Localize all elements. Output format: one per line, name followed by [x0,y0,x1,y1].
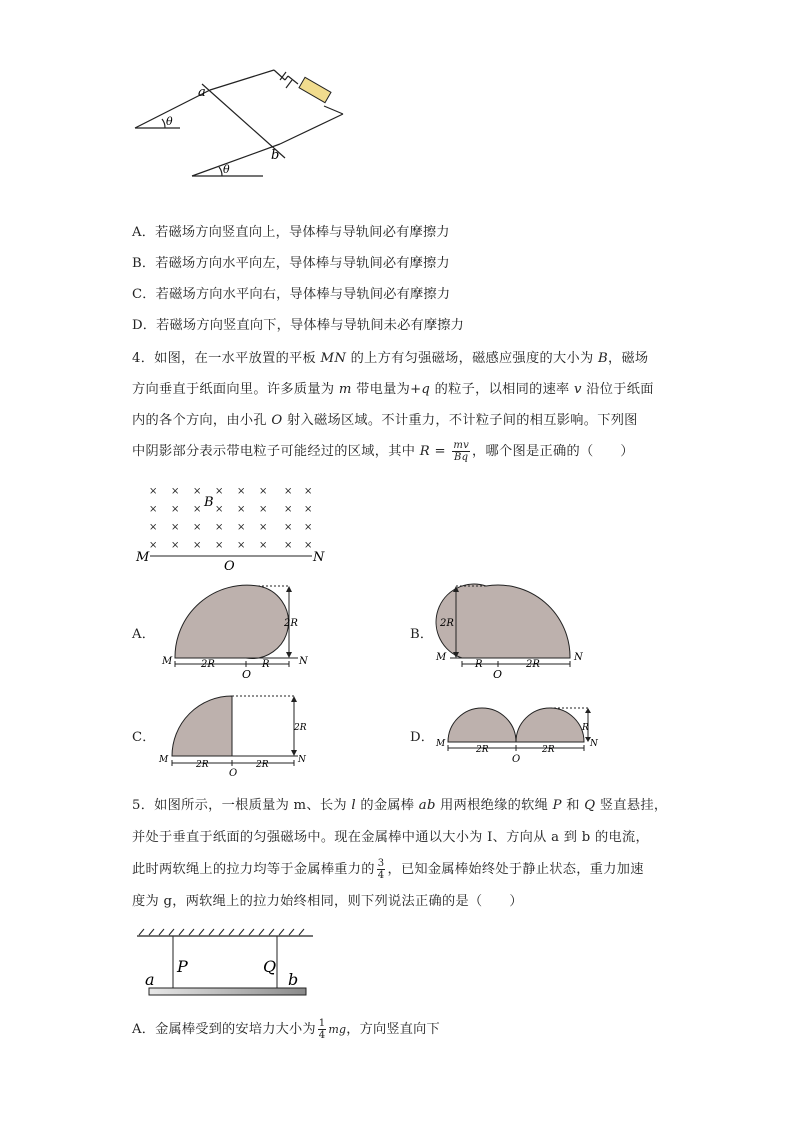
svg-text:×: × [304,522,313,533]
option-d-figure [430,700,600,770]
svg-text:×: × [215,540,224,551]
q4-option-d-letter: D． [410,730,435,745]
svg-text:N: N [299,656,308,667]
svg-text:R: R [475,659,483,670]
svg-text:×: × [149,540,158,551]
svg-text:×: × [284,522,293,533]
svg-text:×: × [149,486,158,497]
svg-text:×: × [215,522,224,533]
svg-text:2R: 2R [440,618,454,629]
label-N: N [313,550,325,565]
svg-text:M: M [436,652,447,663]
svg-text:O: O [493,668,503,680]
q4-option-a-letter: A． [132,627,156,642]
label-M: M [136,550,150,565]
svg-text:N: N [298,755,306,765]
label-a: a [198,85,206,100]
q3-option-d: D．若磁场方向竖直向下，导体棒与导轨间未必有摩擦力 [132,318,465,333]
svg-text:×: × [284,540,293,551]
label-Q: Q [263,957,277,976]
svg-text:2R: 2R [196,760,209,770]
svg-text:O: O [229,768,238,779]
svg-text:R: R [582,723,589,733]
svg-text:2R: 2R [476,745,489,755]
q3-option-a: A．若磁场方向竖直向上，导体棒与导轨间必有摩擦力 [132,225,450,240]
q4-option-c-letter: C． [132,730,156,745]
svg-text:×: × [215,504,224,515]
label-a: a [145,970,155,989]
q4-option-b-letter: B． [410,627,434,642]
svg-text:×: × [259,504,268,515]
label-theta-1: θ [166,115,173,128]
svg-text:N: N [574,652,583,663]
svg-text:2R: 2R [201,659,215,670]
svg-text:×: × [284,486,293,497]
svg-text:×: × [193,540,202,551]
hanging-rod-figure [135,928,315,998]
svg-text:N: N [590,739,598,749]
svg-text:×: × [237,522,246,533]
svg-text:×: × [259,540,268,551]
svg-text:×: × [259,522,268,533]
svg-text:×: × [171,486,180,497]
rail-figure [130,62,350,182]
svg-text:O: O [512,754,521,765]
fraction-three-quarters: $\frac{3}{4}$ [377,858,385,881]
option-c-figure [158,690,318,780]
svg-text:M: M [436,739,446,749]
svg-text:×: × [237,540,246,551]
svg-text:2R: 2R [284,618,298,629]
label-theta-2: θ [223,163,230,176]
svg-text:2R: 2R [256,760,269,770]
label-O: O [224,559,235,574]
q5-option-a: A．金属棒受到的安培力大小为 $\frac{1}{4}$ mg，方向竖直向下 [132,1018,440,1041]
q3-option-c: C．若磁场方向水平向右，导体棒与导轨间必有摩擦力 [132,287,451,302]
svg-text:×: × [237,504,246,515]
label-P: P [177,957,188,976]
option-a-figure [158,580,313,680]
label-B: B [204,495,214,510]
svg-text:×: × [284,504,293,515]
label-b: b [288,970,299,989]
svg-text:×: × [215,486,224,497]
svg-text:M: M [162,656,173,667]
svg-text:M: M [159,755,169,765]
svg-text:2R: 2R [526,659,540,670]
svg-text:×: × [193,504,202,515]
option-b-figure [430,580,590,680]
svg-text:×: × [259,486,268,497]
label-b: b [271,148,280,163]
svg-text:×: × [149,522,158,533]
svg-text:×: × [171,522,180,533]
svg-text:×: × [304,540,313,551]
question-5: 5．如图所示，一根质量为 m、长为 l 的金属棒 ab 用两根绝缘的软绳 P 和 Q 竖直悬挂， 并处于垂直于纸面的匀强磁场中。现在金属棒中通以大小为 I、方向从 a 到 b 的电流， 此时两软绳上的拉力均等于金属棒重力的 $\frac{3}{4}$ ，已知金属棒始终处于静止状态，重力加速 度为 g，两软绳上的拉力始终相同，则下列说法正确的是（ ） [132,798,668,909]
svg-text:×: × [193,486,202,497]
q3-option-b: B．若磁场方向水平向左，导体棒与导轨间必有摩擦力 [132,256,450,271]
svg-text:×: × [304,486,313,497]
magnetic-field-figure [132,480,332,575]
svg-text:2R: 2R [294,723,307,733]
svg-text:×: × [149,504,158,515]
svg-text:×: × [171,540,180,551]
svg-text:×: × [304,504,313,515]
svg-text:×: × [237,486,246,497]
svg-text:×: × [193,522,202,533]
svg-text:O: O [242,668,252,680]
svg-text:R: R [262,659,270,670]
question-4: 4．如图，在一水平放置的平板 MN 的上方有匀强磁场，磁感应强度的大小为 B，磁场 方向垂直于纸面向里。许多质量为 m 带电量为+q 的粒子，以相同的速率 v 沿位于纸面 内的各个方向，由小孔 O 射入磁场区域。不计重力，不计粒子间的相互影响。下列图 中阴影部分表示带电粒子可能经过的区域，其中 R = $\frac{mv}{Bq}$ ，哪个图是正确的（ ） [132,351,654,463]
svg-text:2R: 2R [542,745,555,755]
fraction-one-quarter: $\frac{1}{4}$ [318,1018,326,1041]
fraction-mv-over-bq: $\frac{mv}{Bq}$ [453,440,470,463]
svg-text:×: × [171,504,180,515]
